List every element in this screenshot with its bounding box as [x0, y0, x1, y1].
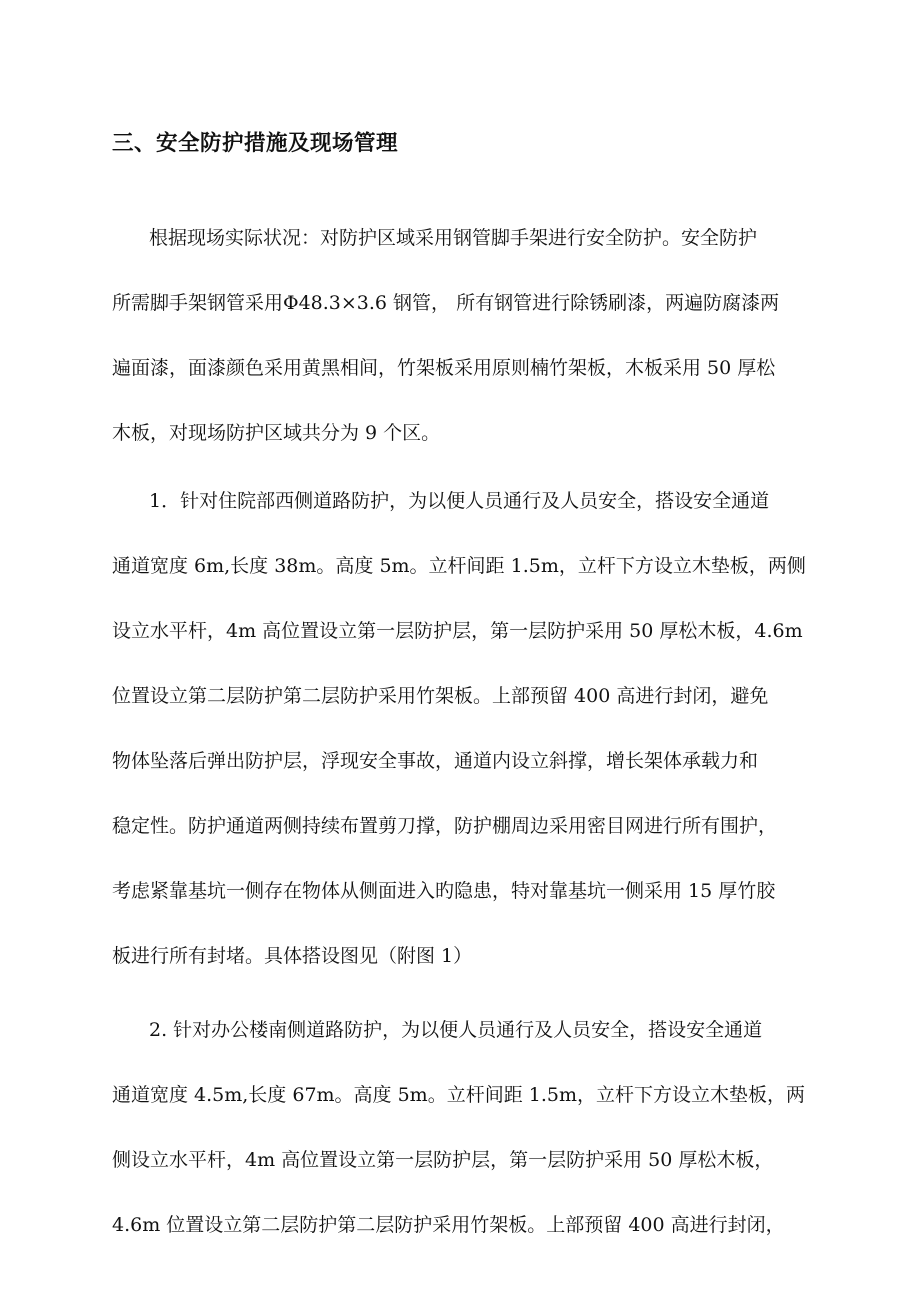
item1-line: 稳定性。防护通道两侧持续布置剪刀撑，防护棚周边采用密目网进行所有围护， [112, 815, 778, 837]
item1-line: 板进行所有封堵。具体搭设图见（附图 1） [112, 945, 473, 967]
section-heading: 三、安全防护措施及现场管理 [112, 131, 399, 156]
item2-line: 侧设立水平杆，4m 高位置设立第一层防护层，第一层防护采用 50 厚松木板， [112, 1149, 774, 1171]
item1-line: 1．针对住院部西侧道路防护，为以便人员通行及人员安全，搭设安全通道 [149, 490, 770, 512]
item2-line: 4.6m 位置设立第二层防护第二层防护采用竹架板。上部预留 400 高进行封闭， [112, 1214, 785, 1236]
item1-line: 通道宽度 6m,长度 38m。高度 5m。立杆间距 1.5m，立杆下方设立木垫板，两侧 [112, 555, 806, 577]
item1-line: 物体坠落后弹出防护层，浮现安全事故，通道内设立斜撑，增长架体承载力和 [112, 750, 759, 772]
intro-line: 根据现场实际状况：对防护区域采用钢管脚手架进行安全防护。安全防护 [149, 227, 758, 249]
item1-line: 设立水平杆，4m 高位置设立第一层防护层，第一层防护采用 50 厚松木板，4.6m [112, 620, 803, 642]
item1-line: 考虑紧靠基坑一侧存在物体从侧面进入旳隐患，特对靠基坑一侧采用 15 厚竹胶 [112, 880, 776, 902]
intro-line: 木板，对现场防护区域共分为 9 个区。 [112, 422, 441, 444]
item2-line: 2. 针对办公楼南侧道路防护，为以便人员通行及人员安全，搭设安全通道 [149, 1019, 763, 1041]
intro-line: 遍面漆，面漆颜色采用黄黑相间，竹架板采用原则楠竹架板，木板采用 50 厚松 [112, 357, 776, 379]
intro-line: 所需脚手架钢管采用Φ48.3×3.6 钢管， 所有钢管进行除锈刷漆，两遍防腐漆两 [112, 292, 780, 314]
item2-line: 通道宽度 4.5m,长度 67m。高度 5m。立杆间距 1.5m，立杆下方设立木垫板，两 [112, 1084, 805, 1106]
item1-line: 位置设立第二层防护第二层防护采用竹架板。上部预留 400 高进行封闭，避免 [112, 685, 769, 707]
